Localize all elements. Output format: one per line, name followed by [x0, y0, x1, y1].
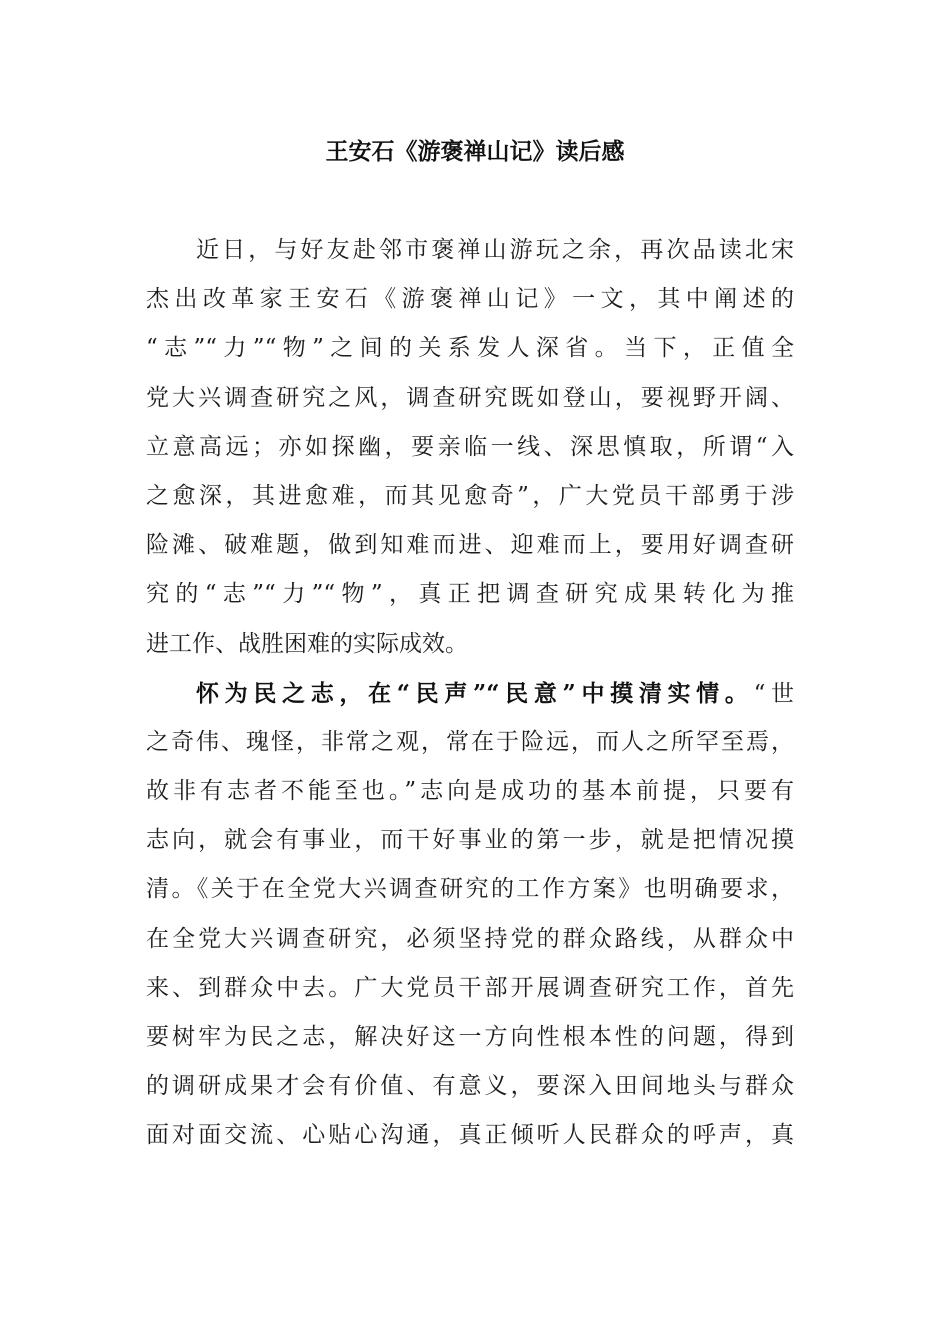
heading-line-rest: “世: [753, 680, 795, 707]
text-line: 近日，与好友赴邻市褒禅山游玩之余，再次品读北宋: [196, 237, 794, 263]
text-line: 清。《关于在全党大兴调查研究的工作方案》也明确要求，: [146, 876, 794, 903]
text-line: 故非有志者不能至也。”志向是成功的基本前提，只要有: [146, 778, 794, 805]
text-line: “志”“力”“物”之间的关系发人深省。当下，正值全: [146, 335, 794, 362]
document-body: [146, 226, 794, 1161]
text-line: 之奇伟、瑰怪，非常之观，常在于险远，而人之所罕至焉，: [146, 728, 794, 755]
text-line: 面对面交流、心贴心沟通，真正倾听人民群众的呼声，真: [146, 1122, 794, 1149]
paragraph-2: [146, 669, 794, 1161]
text-line: 立意高远；亦如探幽，要亲临一线、深思慎取，所谓“入: [146, 433, 794, 460]
text-line: 之愈深，其进愈难，而其见愈奇”，广大党员干部勇于涉: [146, 482, 794, 509]
text-line: 来、到群众中去。广大党员干部开展调查研究工作，首先: [146, 974, 794, 1001]
text-line-with-heading: [146, 669, 794, 718]
text-line: 要树牢为民之志，解决好这一方向性根本性的问题，得到: [146, 1024, 794, 1050]
paragraph-heading: 怀为民之志，在“民声”“民意”中摸清实情。: [196, 679, 754, 707]
text-line: 究的“志”“力”“物”，真正把调查研究成果转化为推: [146, 581, 794, 608]
text-line: 的调研成果才会有价值、有意义，要深入田间地头与群众: [146, 1073, 794, 1100]
paragraph-1: [146, 226, 794, 669]
text-line: 进工作、战胜困难的实际成效。: [146, 630, 468, 657]
text-line: 志向，就会有事业，而干好事业的第一步，就是把情况摸: [146, 827, 794, 854]
text-line: 险滩、破难题，做到知难而进、迎难而上，要用好调查研: [146, 532, 794, 559]
text-line: 在全党大兴调查研究，必须坚持党的群众路线，从群众中: [146, 925, 794, 952]
text-line: 杰出改革家王安石《游褒禅山记》一文，其中阐述的: [146, 286, 794, 313]
text-line: 党大兴调查研究之风，调查研究既如登山，要视野开阔、: [146, 384, 794, 411]
document-title: 王安石《游褒禅山记》读后感: [325, 138, 625, 165]
